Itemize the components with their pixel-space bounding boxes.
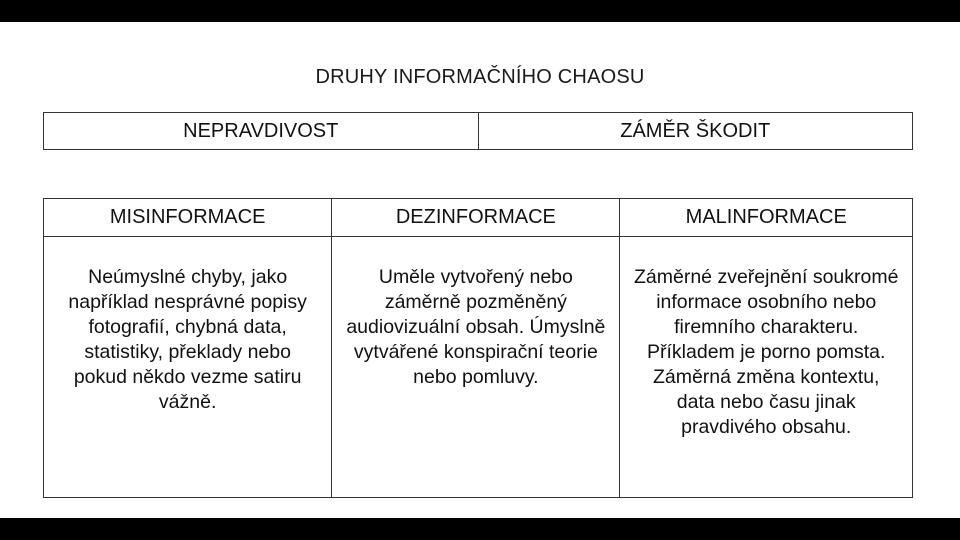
column-heading-disinformation: DEZINFORMACE: [332, 199, 620, 237]
category-table: [43, 112, 913, 150]
category-row: [44, 113, 913, 150]
types-table: [43, 198, 913, 498]
column-heading-misinformation: MISINFORMACE: [44, 199, 332, 237]
column-text-disinformation: Uměle vytvořený nebo záměrně pozměněný audiovizuální obsah. Úmyslně vytvářené konspirační teorie nebo pomluvy.: [332, 237, 620, 498]
column-text-malinformation: Záměrné zveřejnění soukromé informace osobního nebo firemního charakteru. Příkladem je porno pomsta. Záměrná změna kontextu, data nebo času jinak pravdivého obsahu.: [620, 237, 913, 498]
column-text-misinformation: Neúmyslné chyby, jako například nesprávné popisy fotografií, chybná data, statistiky, překlady nebo pokud někdo vezme satiru vážně.: [44, 237, 332, 498]
category-cell-falsehood: NEPRAVDIVOST: [44, 113, 479, 150]
types-header-row: [44, 199, 913, 237]
slide-title: DRUHY INFORMAČNÍHO CHAOSU: [315, 66, 645, 88]
column-heading-malinformation: MALINFORMACE: [620, 199, 913, 237]
category-cell-intent-to-harm: ZÁMĚR ŠKODIT: [478, 113, 913, 150]
slide: [0, 22, 960, 518]
types-body-row: [44, 237, 913, 498]
